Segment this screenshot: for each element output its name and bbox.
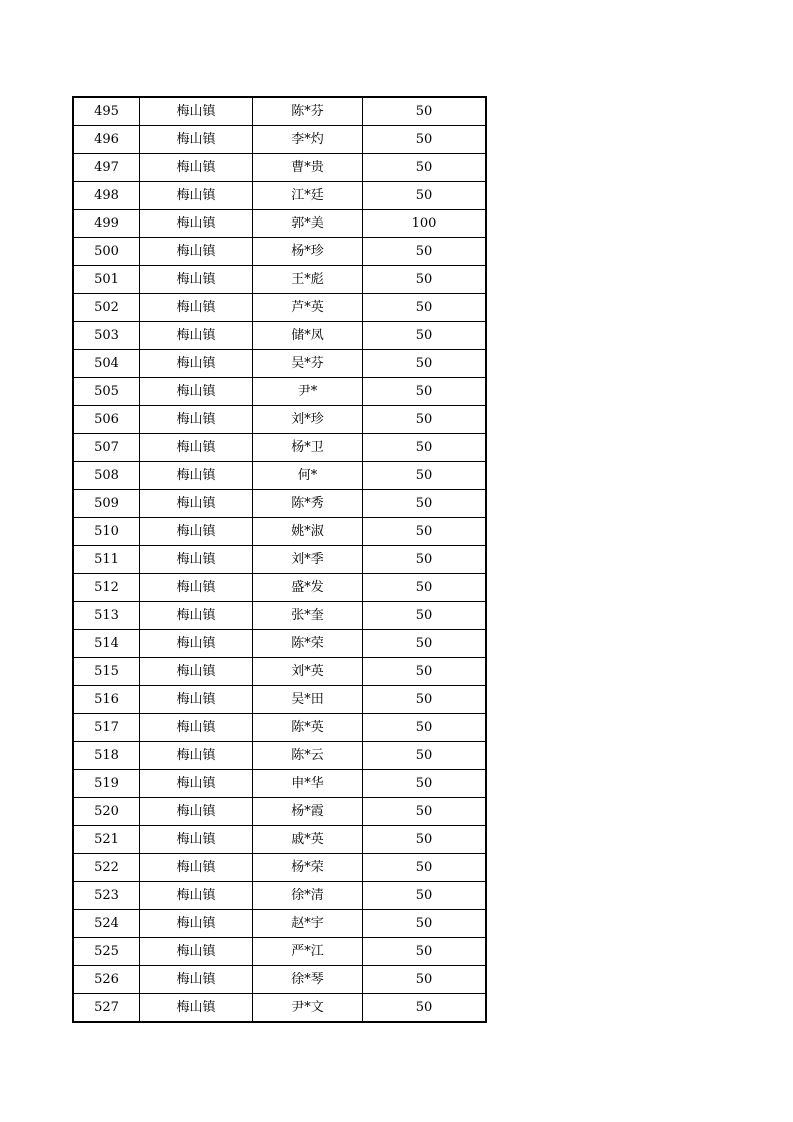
row-number-cell: 501 (73, 266, 140, 294)
table-row (73, 910, 486, 938)
amount-cell: 50 (363, 462, 487, 490)
row-number-cell: 505 (73, 378, 140, 406)
person-name-cell: 姚*淑 (253, 518, 363, 546)
row-number-cell: 513 (73, 602, 140, 630)
town-cell: 梅山镇 (140, 658, 253, 686)
amount-cell: 50 (363, 798, 487, 826)
table-body (73, 97, 486, 1022)
town-cell: 梅山镇 (140, 294, 253, 322)
town-cell: 梅山镇 (140, 574, 253, 602)
amount-cell: 50 (363, 350, 487, 378)
table-row (73, 462, 486, 490)
amount-cell: 50 (363, 630, 487, 658)
amount-cell: 50 (363, 322, 487, 350)
town-cell: 梅山镇 (140, 966, 253, 994)
table-row (73, 182, 486, 210)
person-name-cell: 储*凤 (253, 322, 363, 350)
town-cell: 梅山镇 (140, 406, 253, 434)
amount-cell: 50 (363, 994, 487, 1023)
town-cell: 梅山镇 (140, 686, 253, 714)
town-cell: 梅山镇 (140, 826, 253, 854)
person-name-cell: 申*华 (253, 770, 363, 798)
town-cell: 梅山镇 (140, 378, 253, 406)
table-row (73, 854, 486, 882)
row-number-cell: 510 (73, 518, 140, 546)
row-number-cell: 515 (73, 658, 140, 686)
person-name-cell: 严*江 (253, 938, 363, 966)
amount-cell: 50 (363, 490, 487, 518)
row-number-cell: 516 (73, 686, 140, 714)
row-number-cell: 518 (73, 742, 140, 770)
person-name-cell: 吴*田 (253, 686, 363, 714)
amount-cell: 50 (363, 602, 487, 630)
person-name-cell: 杨*卫 (253, 434, 363, 462)
person-name-cell: 杨*荣 (253, 854, 363, 882)
person-name-cell: 刘*季 (253, 546, 363, 574)
table-row (73, 966, 486, 994)
table-row (73, 742, 486, 770)
amount-cell: 50 (363, 854, 487, 882)
town-cell: 梅山镇 (140, 434, 253, 462)
table-row (73, 294, 486, 322)
table-row (73, 826, 486, 854)
row-number-cell: 496 (73, 126, 140, 154)
table-row (73, 154, 486, 182)
amount-cell: 50 (363, 378, 487, 406)
town-cell: 梅山镇 (140, 770, 253, 798)
town-cell: 梅山镇 (140, 490, 253, 518)
town-cell: 梅山镇 (140, 742, 253, 770)
amount-cell: 50 (363, 434, 487, 462)
person-name-cell: 吴*芬 (253, 350, 363, 378)
town-cell: 梅山镇 (140, 910, 253, 938)
table-row (73, 658, 486, 686)
amount-cell: 100 (363, 210, 487, 238)
person-name-cell: 江*廷 (253, 182, 363, 210)
row-number-cell: 527 (73, 994, 140, 1023)
row-number-cell: 500 (73, 238, 140, 266)
table-row (73, 770, 486, 798)
town-cell: 梅山镇 (140, 322, 253, 350)
town-cell: 梅山镇 (140, 126, 253, 154)
table-row (73, 630, 486, 658)
town-cell: 梅山镇 (140, 714, 253, 742)
person-name-cell: 徐*琴 (253, 966, 363, 994)
town-cell: 梅山镇 (140, 210, 253, 238)
row-number-cell: 498 (73, 182, 140, 210)
row-number-cell: 517 (73, 714, 140, 742)
table-row (73, 518, 486, 546)
amount-cell: 50 (363, 938, 487, 966)
table-row (73, 434, 486, 462)
town-cell: 梅山镇 (140, 350, 253, 378)
person-name-cell: 杨*珍 (253, 238, 363, 266)
row-number-cell: 519 (73, 770, 140, 798)
amount-cell: 50 (363, 294, 487, 322)
table-row (73, 798, 486, 826)
amount-cell: 50 (363, 97, 487, 126)
row-number-cell: 502 (73, 294, 140, 322)
amount-cell: 50 (363, 574, 487, 602)
town-cell: 梅山镇 (140, 938, 253, 966)
person-name-cell: 戚*英 (253, 826, 363, 854)
town-cell: 梅山镇 (140, 182, 253, 210)
table-row (73, 546, 486, 574)
amount-cell: 50 (363, 658, 487, 686)
person-name-cell: 曹*贵 (253, 154, 363, 182)
table-row (73, 126, 486, 154)
row-number-cell: 495 (73, 97, 140, 126)
town-cell: 梅山镇 (140, 546, 253, 574)
row-number-cell: 511 (73, 546, 140, 574)
town-cell: 梅山镇 (140, 602, 253, 630)
person-name-cell: 郭*美 (253, 210, 363, 238)
town-cell: 梅山镇 (140, 518, 253, 546)
person-name-cell: 尹* (253, 378, 363, 406)
amount-cell: 50 (363, 966, 487, 994)
row-number-cell: 514 (73, 630, 140, 658)
person-name-cell: 何* (253, 462, 363, 490)
town-cell: 梅山镇 (140, 798, 253, 826)
table-row (73, 574, 486, 602)
table-row (73, 406, 486, 434)
amount-cell: 50 (363, 154, 487, 182)
amount-cell: 50 (363, 126, 487, 154)
person-name-cell: 刘*英 (253, 658, 363, 686)
amount-cell: 50 (363, 546, 487, 574)
person-name-cell: 杨*霞 (253, 798, 363, 826)
row-number-cell: 507 (73, 434, 140, 462)
row-number-cell: 520 (73, 798, 140, 826)
table-row (73, 938, 486, 966)
amount-cell: 50 (363, 406, 487, 434)
amount-cell: 50 (363, 518, 487, 546)
person-name-cell: 王*彪 (253, 266, 363, 294)
table-row (73, 350, 486, 378)
person-name-cell: 陈*英 (253, 714, 363, 742)
row-number-cell: 504 (73, 350, 140, 378)
table-row (73, 490, 486, 518)
town-cell: 梅山镇 (140, 854, 253, 882)
amount-cell: 50 (363, 686, 487, 714)
row-number-cell: 508 (73, 462, 140, 490)
row-number-cell: 525 (73, 938, 140, 966)
person-name-cell: 芦*英 (253, 294, 363, 322)
town-cell: 梅山镇 (140, 630, 253, 658)
person-name-cell: 赵*宇 (253, 910, 363, 938)
town-cell: 梅山镇 (140, 238, 253, 266)
table-row (73, 882, 486, 910)
person-name-cell: 盛*发 (253, 574, 363, 602)
person-name-cell: 尹*文 (253, 994, 363, 1023)
person-name-cell: 徐*清 (253, 882, 363, 910)
row-number-cell: 526 (73, 966, 140, 994)
row-number-cell: 509 (73, 490, 140, 518)
table-row (73, 322, 486, 350)
row-number-cell: 503 (73, 322, 140, 350)
table-row (73, 97, 486, 126)
row-number-cell: 499 (73, 210, 140, 238)
amount-cell: 50 (363, 882, 487, 910)
town-cell: 梅山镇 (140, 994, 253, 1023)
row-number-cell: 497 (73, 154, 140, 182)
person-name-cell: 陈*秀 (253, 490, 363, 518)
amount-cell: 50 (363, 910, 487, 938)
table-row (73, 378, 486, 406)
person-name-cell: 张*奎 (253, 602, 363, 630)
subsidy-table (72, 96, 487, 1023)
amount-cell: 50 (363, 266, 487, 294)
town-cell: 梅山镇 (140, 266, 253, 294)
town-cell: 梅山镇 (140, 154, 253, 182)
row-number-cell: 524 (73, 910, 140, 938)
table-row (73, 714, 486, 742)
town-cell: 梅山镇 (140, 462, 253, 490)
table-row (73, 266, 486, 294)
town-cell: 梅山镇 (140, 97, 253, 126)
person-name-cell: 陈*云 (253, 742, 363, 770)
person-name-cell: 刘*珍 (253, 406, 363, 434)
table-row (73, 238, 486, 266)
row-number-cell: 512 (73, 574, 140, 602)
town-cell: 梅山镇 (140, 882, 253, 910)
amount-cell: 50 (363, 714, 487, 742)
amount-cell: 50 (363, 182, 487, 210)
person-name-cell: 李*灼 (253, 126, 363, 154)
amount-cell: 50 (363, 826, 487, 854)
table-row (73, 210, 486, 238)
row-number-cell: 523 (73, 882, 140, 910)
row-number-cell: 521 (73, 826, 140, 854)
row-number-cell: 522 (73, 854, 140, 882)
amount-cell: 50 (363, 238, 487, 266)
table-row (73, 994, 486, 1023)
table-row (73, 602, 486, 630)
person-name-cell: 陈*荣 (253, 630, 363, 658)
amount-cell: 50 (363, 742, 487, 770)
person-name-cell: 陈*芬 (253, 97, 363, 126)
amount-cell: 50 (363, 770, 487, 798)
table-row (73, 686, 486, 714)
row-number-cell: 506 (73, 406, 140, 434)
